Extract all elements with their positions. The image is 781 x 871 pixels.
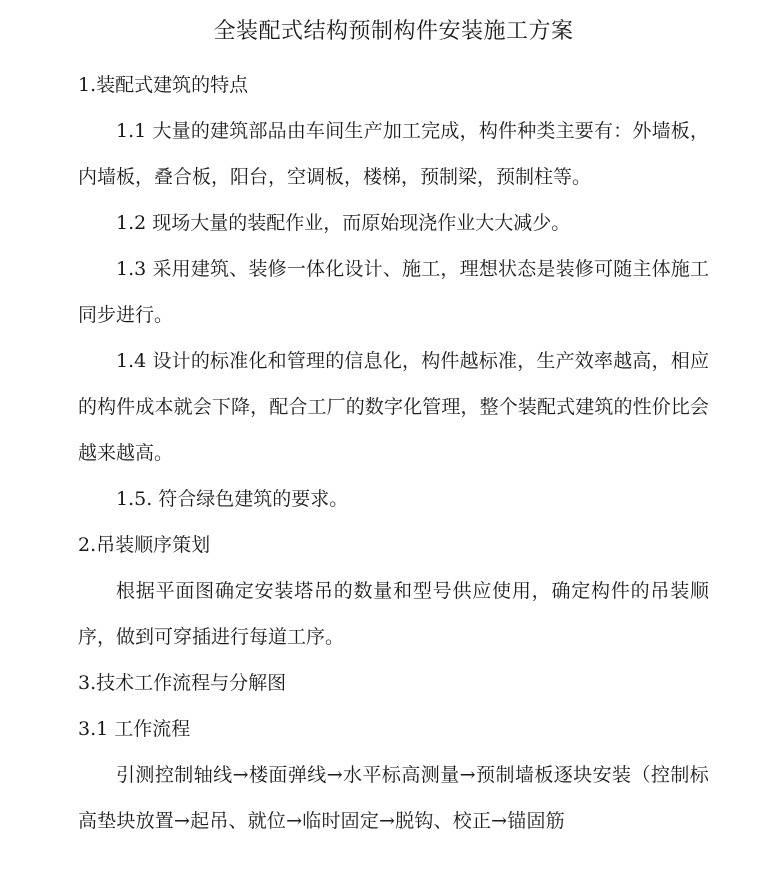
paragraph: 1.3 采用建筑、装修一体化设计、施工，理想状态是装修可随主体施工同步进行。	[78, 258, 709, 326]
document-title: 全装配式结构预制构件安装施工方案	[213, 19, 574, 44]
section-heading: 3.技术工作流程与分解图	[78, 672, 287, 694]
paragraph: 1.1 大量的建筑部品由车间生产加工完成，构件种类主要有：外墙板，内墙板，叠合板，阳台，空调板，楼梯，预制梁，预制柱等。	[78, 120, 709, 188]
paragraph: 1.2 现场大量的装配作业，而原始现浇作业大大减少。	[116, 212, 571, 234]
section-heading: 1.装配式建筑的特点	[78, 74, 249, 96]
paragraph: 1.4 设计的标准化和管理的信息化，构件越标准，生产效率越高，相应的构件成本就会下降，配合工厂的数字化管理，整个装配式建筑的性价比会越来越高。	[78, 350, 709, 464]
section-heading: 2.吊装顺序策划	[78, 534, 211, 556]
paragraph: 根据平面图确定安装塔吊的数量和型号供应使用，确定构件的吊装顺序，做到可穿插进行每道工序。	[78, 580, 709, 648]
subsection-heading: 3.1 工作流程	[78, 718, 191, 740]
paragraph: 引测控制轴线→楼面弹线→水平标高测量→预制墙板逐块安装（控制标高垫块放置→起吊、就位→临时固定→脱钩、校正→锚固筋	[78, 764, 709, 832]
paragraph: 1.5. 符合绿色建筑的要求。	[116, 488, 349, 510]
